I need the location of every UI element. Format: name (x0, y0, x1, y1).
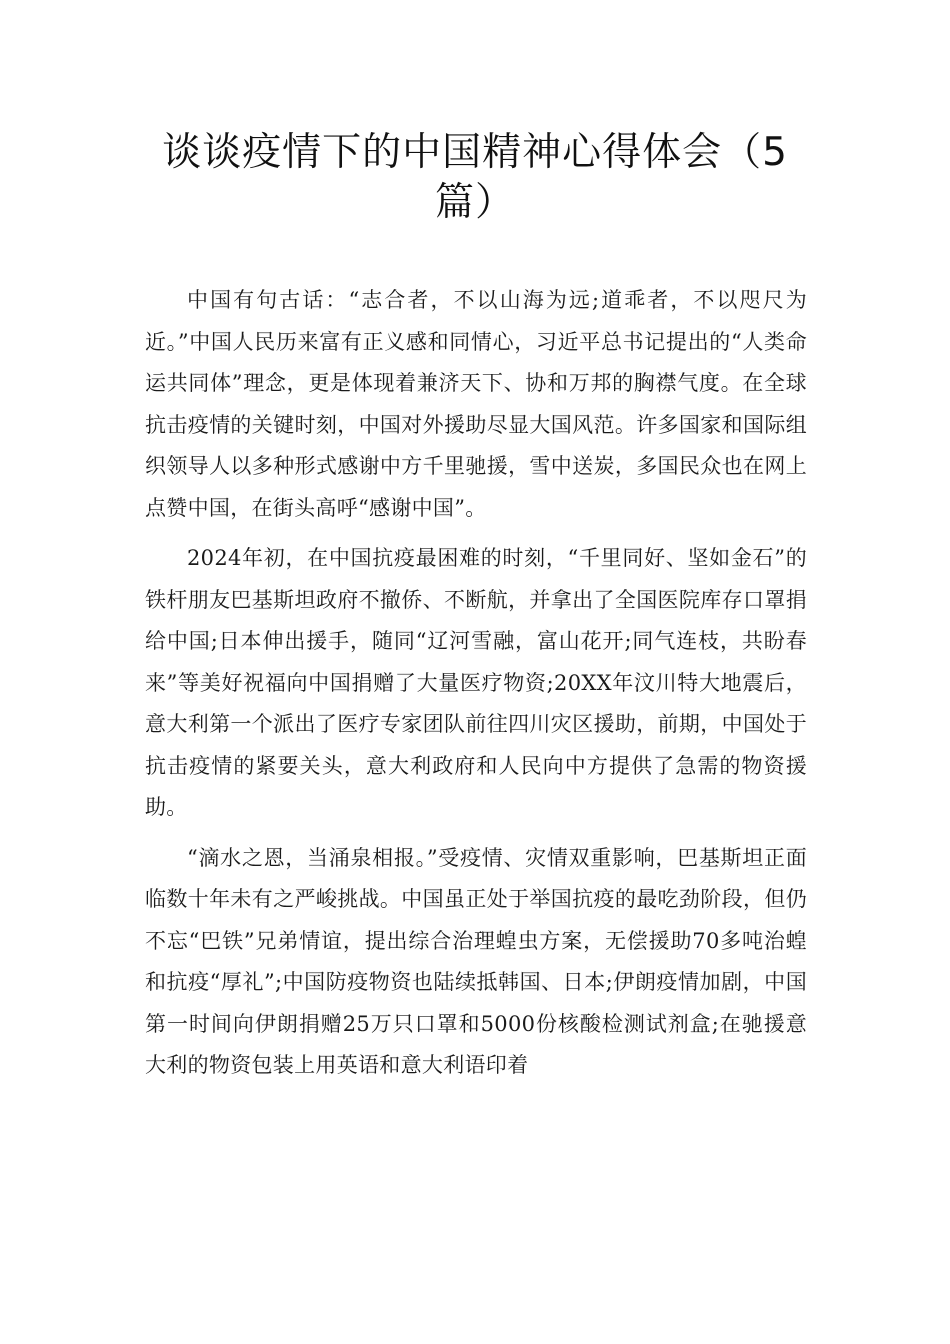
paragraph-2: 2024年初，在中国抗疫最困难的时刻，“千里同好、坚如金石”的铁杆朋友巴基斯坦政府不撤侨、不断航，并拿出了全国医院库存口罩捐给中国;日本伸出援手，随同“辽河雪融，富山花开;同气连枝，共盼春来”等美好祝福向中国捐赠了大量医疗物资;20XX年汶川特大地震后，意大利第一个派出了医疗专家团队前往四川灾区援助，前期，中国处于抗击疫情的紧要关头，意大利政府和人民向中方提供了急需的物资援助。 (145, 546, 807, 819)
document-title: 谈谈疫情下的中国精神心得体会（5篇） (162, 130, 788, 225)
paragraph-1: 中国有句古话：“志合者，不以山海为远;道乖者，不以咫尺为近。”中国人民历来富有正义感和同情心，习近平总书记提出的“人类命运共同体”理念，更是体现着兼济天下、协和万邦的胸襟气度。在全球抗击疫情的关键时刻，中国对外援助尽显大国风范。许多国家和国际组织领导人以多种形式感谢中方千里驰援，雪中送炭，多国民众也在网上点赞中国，在街头高呼“感谢中国”。 (145, 288, 807, 520)
paragraph-3: “滴水之恩，当涌泉相报。”受疫情、灾情双重影响，巴基斯坦正面临数十年未有之严峻挑战。中国虽正处于举国抗疫的最吃劲阶段，但仍不忘“巴铁”兄弟情谊，提出综合治理蝗虫方案，无偿援助70多吨治蝗和抗疫“厚礼”;中国防疫物资也陆续抵韩国、日本;伊朗疫情加剧，中国第一时间向伊朗捐赠25万只口罩和5000份核酸检测试剂盒;在驰援意大利的物资包装上用英语和意大利语印着 (145, 845, 807, 1077)
document-body (145, 280, 807, 1096)
